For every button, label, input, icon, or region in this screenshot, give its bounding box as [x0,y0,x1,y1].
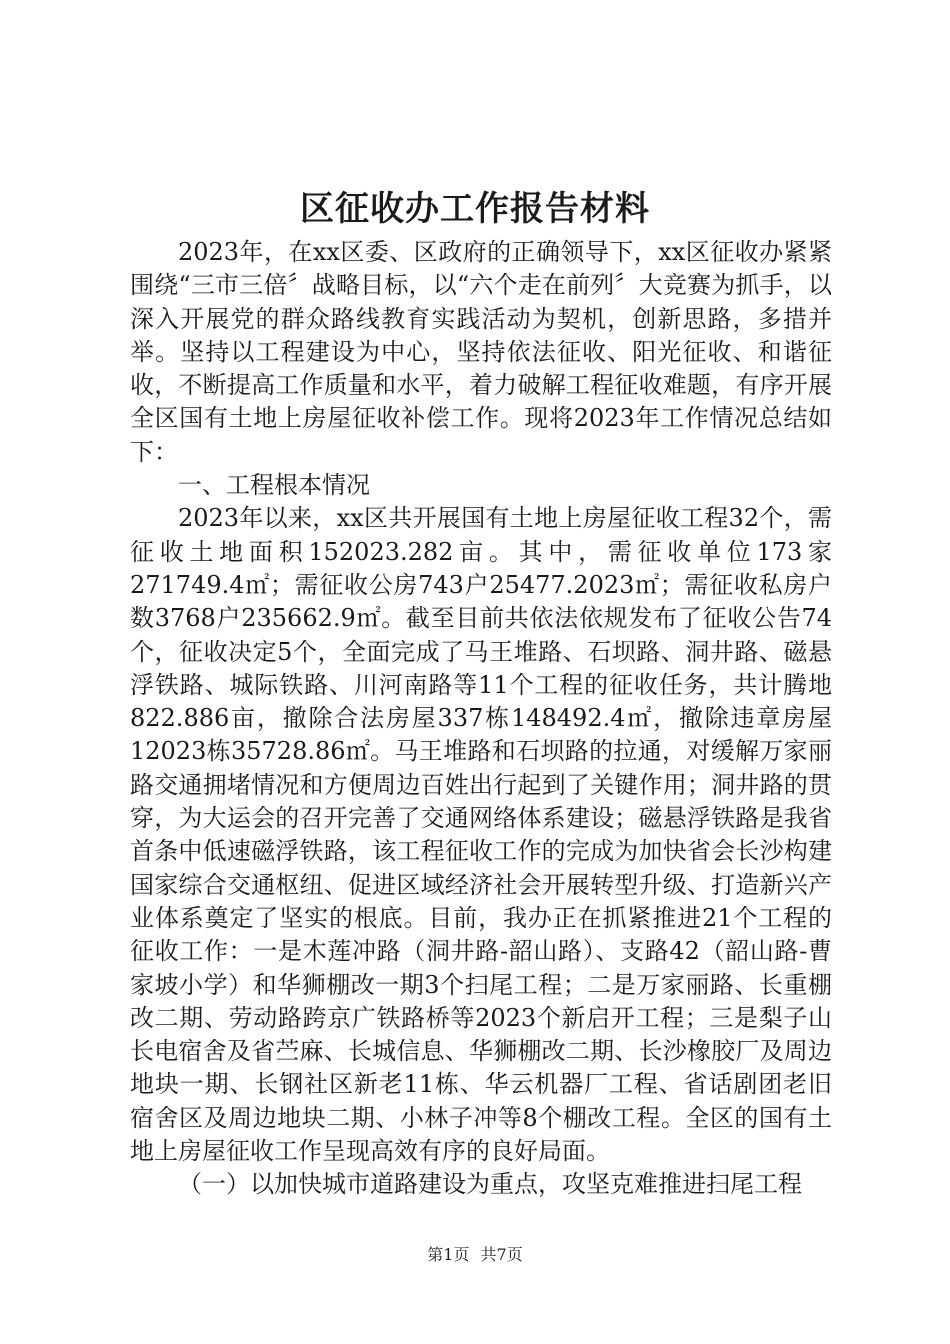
page-footer [0,1244,950,1266]
section-paragraph: 2023年以来，xx区共开展国有土地上房屋征收工程32个，需征收土地面积152023.282亩。其中，需征收单位173家271749.4㎡；需征收公房743户25477.2023㎡；需征收私房户数3768户235662.9㎡。截至目前共依法依规发布了征收公告74个，征收决定5个，全面完成了马王堆路、石坝路、洞井路、磁悬浮铁路、城际铁路、川河南路等11个工程的征收任务，共计腾地822.886亩，撤除合法房屋337栋148492.4㎡，撤除违章房屋12023栋35728.86㎡。马王堆路和石坝路的拉通，对缓解万家丽路交通拥堵情况和方便周边百姓出行起到了关键作用；洞井路的贯穿，为大运会的召开完善了交通网络体系建设；磁悬浮铁路是我省首条中低速磁浮铁路，该工程征收工作的完成为加快省会长沙构建国家综合交通枢纽、促进区域经济社会开展转型升级、打造新兴产业体系奠定了坚实的根底。目前，我办正在抓紧推进21个工程的征收工作：一是木莲冲路（洞井路-韶山路）、支路42（韶山路-曹家坡小学）和华狮棚改一期3个扫尾工程；二是万家丽路、长重棚改二期、劳动路跨京广铁路桥等2023个新启开工程；三是梨子山长电宿舍及省苎麻、长城信息、华狮棚改二期、长沙橡胶厂及周边地块一期、长钢社区新老11栋、华云机器厂工程、省话剧团老旧宿舍区及周边地块二期、小林子冲等8个棚改工程。全区的国有土地上房屋征收工作呈现高效有序的良好局面。 [130,504,832,1166]
subsection-heading: （一）以加快城市道路建设为重点，攻坚克难推进扫尾工程 [178,1170,802,1199]
document-title: 区征收办工作报告材料 [300,189,650,229]
intro-paragraph: 2023年，在xx区委、区政府的正确领导下，xx区征收办紧紧围绕“三市三倍〞战略目标，以“六个走在前列〞大竞赛为抓手，以深入开展党的群众路线教育实践活动为契机，创新思路，多措并举。坚持以工程建设为中心，坚持依法征收、阳光征收、和谐征收，不断提高工作质量和水平，着力破解工程征收难题，有序开展全区国有土地上房屋征收补偿工作。现将2023年工作情况总结如下： [130,238,832,466]
page-total: 共7页 [480,1245,523,1264]
section-heading: 一、工程根本情况 [178,471,370,500]
document-body [130,236,832,1202]
page-number: 第1页 [427,1245,470,1264]
